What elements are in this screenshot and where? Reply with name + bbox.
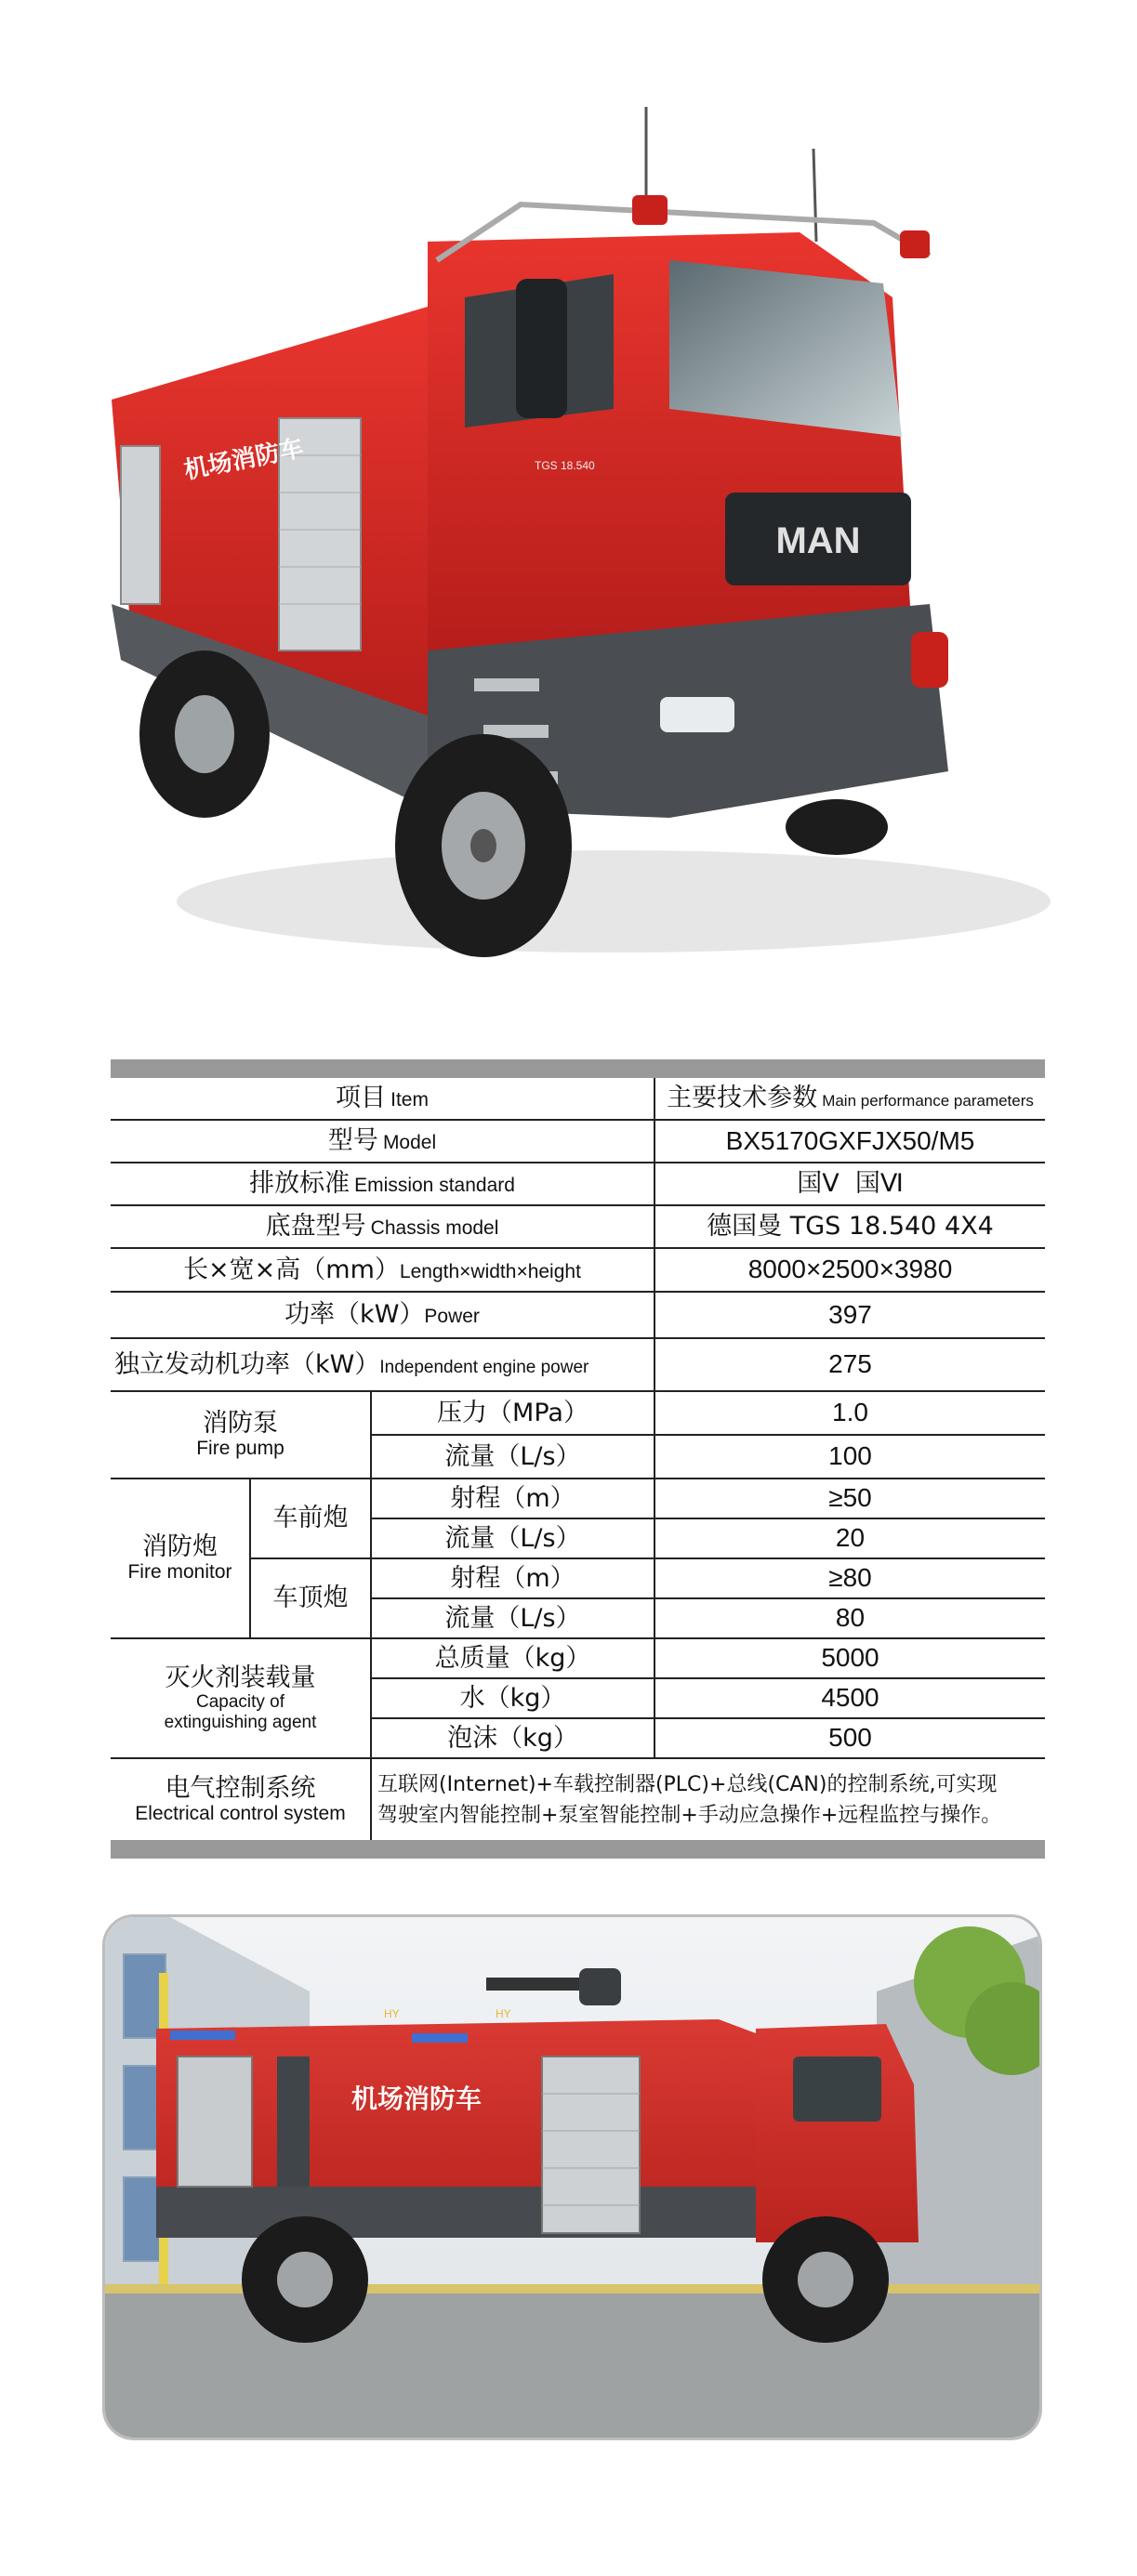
table-row-pump-pressure [111, 1391, 1045, 1435]
chassis-label-zh: 底盘型号 [265, 1212, 366, 1242]
roof-range-label: 射程（m） [371, 1558, 654, 1598]
header-param-en: Main performance parameters [822, 1092, 1034, 1111]
pump-flow-value: 100 [654, 1435, 1045, 1479]
cab-model-text: TGS 18.540 [535, 459, 595, 472]
table-row-roof-range [111, 1558, 1045, 1598]
pump-label-en: Fire pump [196, 1438, 284, 1460]
roof-mark-2: HY [496, 2007, 511, 2020]
wheel-front [395, 734, 572, 957]
agent-label-en-2: extinguishing agent [164, 1713, 317, 1733]
table-top-bar [111, 1059, 1045, 1078]
control-label-en: Electrical control system [135, 1802, 346, 1824]
fire-truck-front-view [93, 102, 1060, 994]
agent-water-value: 4500 [654, 1678, 1045, 1718]
emission-label-zh: 排放标准 [249, 1169, 350, 1199]
control-desc-line-2: 驾驶室内智能控制+泵室智能控制+手动应急操作+远程监控与操作。 [377, 1803, 1002, 1827]
model-label-zh: 型号 [327, 1126, 378, 1156]
chassis-value: 德国曼 TGS 18.540 4X4 [654, 1205, 1045, 1248]
monitor-label-en: Fire monitor [127, 1561, 232, 1584]
table-row-chassis [111, 1205, 1045, 1248]
table-row-power [111, 1292, 1045, 1338]
pump-pressure-value: 1.0 [654, 1391, 1045, 1435]
roof-monitor-label: 车顶炮 [250, 1558, 371, 1638]
engine-label-en: Independent engine power [379, 1357, 589, 1377]
windshield [669, 260, 902, 437]
engine-value: 275 [654, 1338, 1045, 1391]
agent-label-zh: 灭火剂装载量 [165, 1663, 316, 1693]
roof-monitor [579, 1968, 621, 2005]
agent-total-label: 总质量（kg） [371, 1638, 654, 1678]
table-row-dimensions [111, 1248, 1045, 1292]
engine-label-zh: 独立发动机功率（kW） [114, 1349, 380, 1379]
front-range-label: 射程（m） [371, 1479, 654, 1518]
truck-side-text: 机场消防车 [181, 434, 306, 485]
front-monitor-label: 车前炮 [250, 1479, 371, 1558]
control-desc-line-1: 互联网(Internet)+车载控制器(PLC)+总线(CAN)的控制系统,可实现 [377, 1772, 998, 1796]
table-bottom-bar [111, 1840, 1045, 1859]
agent-foam-value: 500 [654, 1718, 1045, 1758]
dims-label-en: Length×width×height [399, 1260, 581, 1282]
model-label-en: Model [382, 1132, 437, 1154]
table-row-header [111, 1078, 1045, 1120]
emission-value: 国Ⅴ 国Ⅵ [654, 1163, 1045, 1205]
agent-foam-label: 泡沫（kg） [371, 1718, 654, 1758]
front-flow-value: 20 [654, 1518, 1045, 1558]
photo-wheel-front [762, 2216, 889, 2343]
roof-range-value: ≥80 [654, 1558, 1045, 1598]
header-param-zh: 主要技术参数 [667, 1084, 818, 1113]
man-badge: MAN [775, 520, 861, 561]
table-row-model [111, 1120, 1045, 1163]
front-monitor-nozzle [911, 632, 948, 688]
photo-wheel-rear [242, 2216, 368, 2343]
pump-pressure-label: 压力（MPa） [371, 1391, 654, 1435]
chassis-label-en: Chassis model [370, 1217, 499, 1240]
roof-flow-value: 80 [654, 1598, 1045, 1638]
table-row-engine-power [111, 1338, 1045, 1391]
front-flow-label: 流量（L/s） [371, 1518, 654, 1558]
dims-label-zh: 长×宽×高（mm） [183, 1255, 400, 1284]
header-item-en: Item [390, 1089, 429, 1111]
photo-side-text: 机场消防车 [351, 2083, 483, 2114]
pump-flow-label: 流量（L/s） [371, 1435, 654, 1479]
power-label-zh: 功率（kW） [284, 1300, 425, 1330]
spec-table-section [111, 1059, 1045, 1859]
wheel-front-right [786, 799, 888, 855]
pump-label-zh: 消防泵 [203, 1409, 278, 1439]
agent-total-value: 5000 [654, 1638, 1045, 1678]
roof-mark-1: HY [384, 2007, 400, 2020]
spec-table [111, 1078, 1045, 1840]
monitor-label-zh: 消防炮 [142, 1532, 218, 1562]
table-row-emission [111, 1163, 1045, 1205]
power-value: 397 [654, 1292, 1045, 1338]
control-label-zh: 电气控制系统 [165, 1773, 316, 1803]
power-label-en: Power [424, 1306, 480, 1328]
table-row-front-range [111, 1479, 1045, 1518]
agent-label-en-1: Capacity of [195, 1692, 285, 1713]
side-mirror [516, 279, 567, 418]
front-range-value: ≥50 [654, 1479, 1045, 1518]
table-row-control [111, 1758, 1045, 1840]
roof-flow-label: 流量（L/s） [371, 1598, 654, 1638]
emission-label-en: Emission standard [354, 1175, 515, 1197]
model-value: BX5170GXFJX50/M5 [654, 1120, 1045, 1163]
wheel-rear [139, 651, 270, 818]
header-item-zh: 项目 [336, 1084, 387, 1113]
agent-water-label: 水（kg） [371, 1678, 654, 1718]
fire-truck-side-photo [102, 1914, 1042, 2440]
table-row-agent-total [111, 1638, 1045, 1678]
dims-value: 8000×2500×3980 [654, 1248, 1045, 1292]
